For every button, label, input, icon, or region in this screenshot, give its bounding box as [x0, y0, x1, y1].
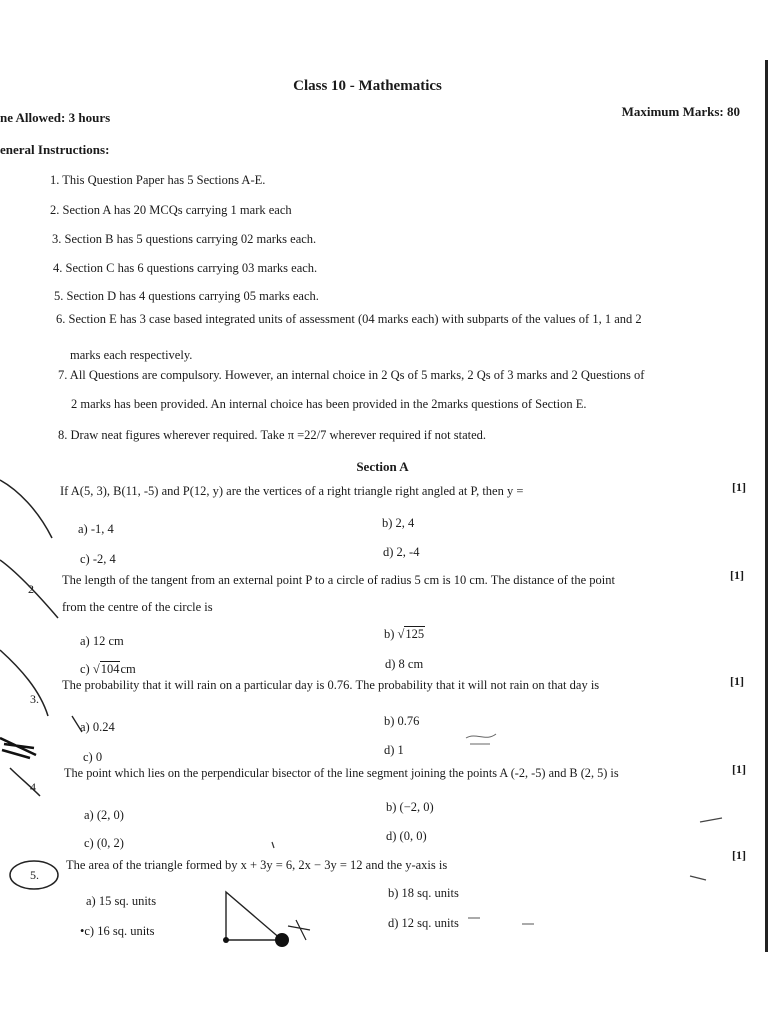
question-number: 2 [28, 582, 34, 596]
question-marks: [1] [732, 762, 746, 776]
instruction-item: 1. This Question Paper has 5 Sections A-E. [50, 173, 266, 187]
option-a: a) -1, 4 [78, 522, 114, 536]
option-a: a) 0.24 [80, 720, 115, 734]
instruction-item: 7. All Questions are compulsory. However, an internal choice in 2 Qs of 5 marks, 2 Qs of 3 marks and 2 Questions of [58, 368, 645, 382]
page-title: Class 10 - Mathematics [293, 78, 442, 94]
option-c-label: c) √ [80, 662, 100, 676]
option-c-unit: cm [120, 662, 136, 676]
question-marks: [1] [732, 480, 746, 494]
pen-stroke [700, 818, 722, 822]
time-allowed: ne Allowed: 3 hours [0, 110, 111, 125]
pen-stroke [0, 480, 52, 538]
option-b: b) 0.76 [384, 714, 420, 728]
question-circle [10, 861, 58, 889]
option-b: b) 18 sq. units [388, 886, 459, 900]
option-c: c) -2, 4 [80, 552, 116, 566]
question-text-continued: from the centre of the circle is [62, 600, 213, 614]
instruction-item-continued: 2 marks has been provided. An internal choice has been provided in the 2marks questions of Section E. [71, 397, 587, 411]
pen-stroke [288, 920, 310, 940]
pen-stroke [10, 768, 40, 796]
pen-stroke [466, 734, 496, 744]
question-number: 5. [30, 868, 39, 882]
maximum-marks: Maximum Marks: 80 [621, 104, 740, 119]
section-title: Section A [356, 459, 409, 474]
pen-stroke [0, 560, 58, 618]
option-b-radicand: 125 [405, 627, 425, 641]
instruction-item: 8. Draw neat figures wherever required. Take π =22/7 wherever required if not stated. [58, 428, 487, 442]
option-b: b) 2, 4 [382, 516, 415, 530]
instruction-item: 3. Section B has 5 questions carrying 02 marks each. [52, 232, 317, 246]
option-c: c) 0 [83, 750, 103, 764]
option-a: a) (2, 0) [84, 808, 124, 822]
option-b-label: b) √ [384, 627, 405, 641]
question-text: The point which lies on the perpendicular bisector of the line segment joining the points A (-2, -5) and B (2, 5) is [64, 766, 619, 780]
option-a: a) 12 cm [80, 634, 124, 648]
pen-stroke [272, 842, 274, 848]
option-c: •c) 16 sq. units [80, 924, 155, 938]
option-c: c) (0, 2) [84, 836, 124, 850]
option-b: b) (−2, 0) [386, 800, 434, 814]
question-text: If A(5, 3), B(11, -5) and P(12, y) are the vertices of a right triangle right angled at P, then y = [60, 484, 524, 498]
page-bottom-margin [0, 952, 768, 1024]
triangle-vertex-mark [223, 937, 229, 943]
instruction-item: 5. Section D has 4 questions carrying 05 marks each. [54, 289, 319, 303]
question-text: The probability that it will rain on a particular day is 0.76. The probability that it will not rain on that day is [62, 678, 600, 692]
option-c-radicand: 104 [100, 662, 120, 676]
pen-stroke [468, 918, 534, 924]
triangle-vertex-mark [276, 934, 288, 946]
question-marks: [1] [732, 848, 746, 862]
option-d: d) 12 sq. units [388, 916, 459, 930]
question-number: 4 [30, 780, 36, 794]
general-instructions-heading: eneral Instructions: [0, 142, 110, 157]
instruction-item: 4. Section C has 6 questions carrying 03 marks each. [53, 261, 318, 275]
question-marks: [1] [730, 568, 744, 582]
option-d: d) 8 cm [385, 657, 424, 671]
pen-stroke [72, 716, 82, 732]
question-number: 3. [30, 692, 39, 706]
triangle-sketch [226, 892, 282, 940]
question-marks: [1] [730, 674, 744, 688]
option-d: d) 1 [384, 743, 404, 757]
pen-stroke [690, 876, 706, 880]
option-d: d) 2, -4 [383, 545, 420, 559]
instruction-item: 6. Section E has 3 case based integrated units of assessment (04 marks each) with subparts of the values of 1, 1 and 2 [56, 312, 642, 326]
pen-stroke [0, 650, 48, 716]
instruction-item-continued: marks each respectively. [70, 348, 193, 362]
question-text: The area of the triangle formed by x + 3y = 6, 2x − 3y = 12 and the y-axis is [66, 858, 448, 872]
question-text: The length of the tangent from an external point P to a circle of radius 5 cm is 10 cm. The distance of the point [62, 573, 615, 587]
option-d: d) (0, 0) [386, 829, 427, 843]
pen-stroke [0, 738, 36, 758]
instruction-item: 2. Section A has 20 MCQs carrying 1 mark each [50, 203, 292, 217]
option-a: a) 15 sq. units [86, 894, 157, 908]
